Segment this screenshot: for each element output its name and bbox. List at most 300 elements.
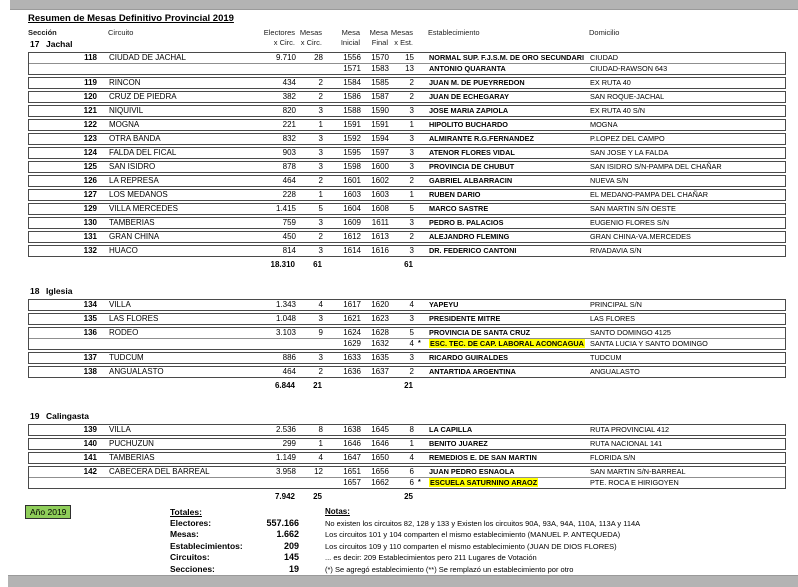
section-table-iglesia — [28, 299, 786, 391]
totals-value: 145 — [283, 552, 299, 563]
domicilio-value: PRINCIPAL S/N — [590, 300, 642, 309]
totals-row — [170, 518, 299, 529]
note-line: Los circuitos 109 y 110 comparten el mismo establecimiento (JUAN DE DIOS FLORES) — [325, 541, 617, 551]
added-establishment-star — [416, 232, 428, 242]
mesas-value: 1 — [318, 190, 323, 199]
mesas-est-value: 3 — [409, 218, 414, 227]
window-top-chrome-strip — [10, 0, 798, 10]
circuit-name: TAMBERIAS — [109, 218, 155, 227]
circuit-number: 134 — [83, 300, 97, 309]
circuit-number: 119 — [84, 78, 97, 87]
circuit-row-140 — [28, 438, 786, 450]
mesas-est-value: 2 — [409, 232, 414, 241]
mesa-final-value: 1590 — [371, 106, 389, 115]
establecimiento-value: ESC. TEC. DE CAP. LABORAL ACONCAGUA — [430, 339, 584, 348]
circuit-number: 139 — [83, 425, 97, 434]
establecimiento-value: YAPEYU — [429, 300, 459, 309]
mesa-inicial-value: 1651 — [343, 467, 361, 476]
circuit-name: ANGUALASTO — [109, 367, 164, 376]
domicilio-value: RIVADAVIA S/N — [590, 246, 642, 255]
circuit-row-127 — [28, 189, 786, 201]
circuit-row-131 — [28, 231, 786, 243]
circuit-row-119 — [28, 77, 786, 89]
circuit-line — [29, 53, 785, 63]
mesa-inicial-value: 1633 — [343, 353, 361, 362]
circuit-name: RODEO — [109, 328, 139, 337]
mesa-final-value: 1637 — [371, 367, 389, 376]
circuit-row-134 — [28, 299, 786, 311]
added-establishment-star: * — [418, 340, 421, 347]
electores-value — [233, 339, 298, 349]
added-establishment-star — [416, 425, 428, 435]
mesa-inicial-value: 1624 — [343, 328, 361, 337]
total-mesas: 25 — [313, 492, 322, 501]
circuit-line — [29, 134, 785, 144]
circuit-row-138 — [28, 366, 786, 378]
mesa-final-value: 1591 — [371, 120, 389, 129]
electores-value: 464 — [282, 176, 296, 185]
totals-row — [170, 529, 299, 540]
note-line: No existen los circuitos 82, 128 y 133 y Existen los circuitos 90A, 93A, 94A, 110A, 113A y 114A — [325, 519, 641, 528]
mesas-est-value: 8 — [409, 425, 414, 434]
added-establishment-star — [416, 134, 428, 144]
domicilio-value: NUEVA S/N — [590, 176, 629, 185]
note-line: (*) Se agregó establecimiento (**) Se remplazó un establecimiento por otro — [325, 564, 574, 574]
circuit-row-124 — [28, 147, 786, 159]
added-establishment-star — [416, 246, 428, 256]
domicilio-value: EUGENIO FLORES S/N — [590, 218, 670, 227]
mesa-inicial-value: 1592 — [343, 134, 361, 143]
added-establishment-star — [416, 176, 428, 186]
notes-title: Notas: — [325, 507, 350, 516]
added-establishment-star — [416, 300, 428, 310]
circuit-line — [29, 314, 785, 324]
electores-value: 1.048 — [275, 314, 296, 323]
header-mesas-est: Mesas x Est. — [390, 28, 413, 47]
mesas-est-value: 2 — [409, 176, 414, 185]
electores-value — [233, 64, 298, 74]
circuit-row-129 — [28, 203, 786, 215]
mesas-value: 28 — [314, 53, 323, 62]
notes-lines — [325, 518, 791, 575]
mesa-inicial-value: 1646 — [343, 439, 361, 448]
section-label-calingasta: 19 Calingasta — [30, 411, 89, 421]
mesas-est-value: 4 — [409, 300, 414, 309]
domicilio-value: SANTA LUCIA Y SANTO DOMINGO — [590, 339, 708, 348]
circuit-name — [103, 339, 233, 349]
circuit-line — [29, 453, 785, 463]
added-establishment-star — [416, 106, 428, 116]
mesas-est-value: 3 — [409, 246, 414, 255]
circuit-number: 132 — [83, 246, 97, 255]
establecimiento-value: NORMAL SUP. F.J.S.M. DE ORO SECUNDARI — [429, 53, 585, 62]
circuit-list — [28, 52, 786, 257]
mesa-inicial-value: 1638 — [343, 425, 361, 434]
mesas-value: 3 — [318, 246, 323, 255]
section-totals-row — [28, 259, 786, 270]
mesa-inicial-value: 1604 — [343, 204, 361, 213]
mesas-est-value: 3 — [409, 148, 414, 157]
establecimiento-value: RUBEN DARIO — [429, 190, 481, 199]
mesas-est-value: 3 — [409, 162, 414, 171]
circuit-number — [29, 339, 103, 349]
establecimiento-value: HIPOLITO BUCHARDO — [429, 120, 508, 129]
electores-value: 9.710 — [275, 53, 296, 62]
circuit-name: VILLA — [109, 425, 131, 434]
mesas-est-value: 3 — [409, 134, 414, 143]
circuit-number: 122 — [83, 120, 97, 129]
mesas-est-value: 3 — [409, 353, 414, 362]
circuit-row-123 — [28, 133, 786, 145]
mesas-est-value: 2 — [409, 92, 414, 101]
circuit-number: 120 — [83, 92, 97, 101]
mesa-inicial-value: 1584 — [343, 78, 361, 87]
mesa-inicial-value: 1588 — [343, 106, 361, 115]
mesa-final-value: 1628 — [371, 328, 389, 337]
circuit-name — [103, 478, 233, 488]
mesas-value: 5 — [318, 204, 323, 213]
electores-value: 814 — [282, 246, 296, 255]
mesas-value: 1 — [318, 439, 323, 448]
circuit-name: SAN ISIDRO — [109, 162, 156, 171]
circuit-number: 142 — [83, 467, 97, 476]
circuit-line — [29, 162, 785, 172]
domicilio-value: SAN MARTIN S/N-BARREAL — [590, 467, 686, 476]
domicilio-value: ANGUALASTO — [590, 367, 640, 376]
section-table-calingasta — [28, 424, 786, 502]
circuit-name: HUACO — [109, 246, 138, 255]
mesas-value: 4 — [318, 300, 323, 309]
circuit-name: VILLA MERCEDES — [109, 204, 178, 213]
circuit-number — [29, 64, 103, 74]
mesa-inicial-value: 1617 — [343, 300, 361, 309]
mesa-final-value: 1616 — [371, 246, 389, 255]
total-electores: 18.310 — [270, 260, 295, 269]
electores-value: 228 — [282, 190, 296, 199]
circuit-name: MOGNA — [109, 120, 140, 129]
establecimiento-value: PRESIDENTE MITRE — [429, 314, 501, 323]
totals-label: Mesas: — [170, 529, 199, 540]
electores-value: 3.103 — [275, 328, 296, 337]
circuit-number: 131 — [83, 232, 97, 241]
establecimiento-value: DR. FEDERICO CANTONI — [429, 246, 517, 255]
totals-label: Establecimientos: — [170, 540, 243, 551]
table-column-headers — [28, 28, 786, 48]
mesa-inicial-value: 1609 — [343, 218, 361, 227]
added-establishment-star — [416, 204, 428, 214]
mesas-est-value: 6 — [409, 478, 414, 487]
mesa-inicial-value: 1636 — [343, 367, 361, 376]
mesas-est-value: 5 — [409, 328, 414, 337]
added-establishment-star — [416, 367, 428, 377]
circuit-name: TUDCUM — [109, 353, 144, 362]
establecimiento-value: RICARDO GUIRALDES — [429, 353, 509, 362]
mesas-est-value: 2 — [409, 367, 414, 376]
horizontal-scrollbar[interactable] — [8, 575, 798, 587]
totals-rows — [170, 518, 299, 575]
circuit-line — [29, 232, 785, 242]
domicilio-value: EX RUTA 40 — [590, 78, 631, 87]
establecimiento-value: LA CAPILLA — [429, 425, 473, 434]
totals-label: Electores: — [170, 518, 212, 528]
circuit-number: 121 — [83, 106, 97, 115]
circuit-name: GRAN CHINA — [109, 232, 160, 241]
circuit-name: VILLA — [109, 300, 131, 309]
mesas-est-value: 2 — [409, 78, 414, 87]
circuit-number: 136 — [83, 328, 97, 337]
establecimiento-value: ANTARTIDA ARGENTINA — [429, 367, 516, 376]
circuit-row-135 — [28, 313, 786, 325]
establecimiento-value: PROVINCIA DE CHUBUT — [429, 162, 515, 171]
section-label-jachal: 17 Jachal — [30, 39, 73, 49]
mesa-inicial-value: 1612 — [343, 232, 361, 241]
circuit-row-120 — [28, 91, 786, 103]
circuit-number: 140 — [83, 439, 97, 448]
circuit-row-130 — [28, 217, 786, 229]
circuit-row-118 — [28, 52, 786, 75]
mesa-final-value: 1594 — [371, 134, 389, 143]
mesas-est-value: 13 — [405, 64, 414, 73]
mesas-value: 3 — [318, 134, 323, 143]
mesa-final-value: 1602 — [371, 176, 389, 185]
mesas-est-value: 6 — [409, 467, 414, 476]
totals-row — [170, 552, 299, 563]
note-line: Los circuitos 101 y 104 comparten el mismo establecimiento (MANUEL P. ANTEQUEDA) — [325, 530, 621, 540]
electores-value: 886 — [282, 353, 296, 362]
circuit-list — [28, 299, 786, 378]
mesas-est-value: 1 — [409, 190, 414, 199]
added-establishment-star — [416, 353, 428, 363]
header-electores: Electores x Circ. — [263, 28, 295, 47]
circuit-name: CRUZ DE PIEDRA — [109, 92, 177, 101]
mesas-est-value: 1 — [409, 439, 414, 448]
mesas-value: 2 — [318, 78, 323, 87]
total-mesas: 21 — [313, 381, 322, 390]
domicilio-value: TUDCUM — [590, 353, 622, 362]
section-table-jachal — [28, 52, 786, 270]
domicilio-value: EX RUTA 40 S/N — [590, 106, 646, 115]
establecimiento-value: PROVINCIA DE SANTA CRUZ — [429, 328, 531, 337]
mesa-inicial-value: 1629 — [343, 339, 361, 348]
mesas-value: 3 — [318, 148, 323, 157]
totals-block — [170, 506, 299, 575]
electores-value: 832 — [282, 134, 296, 143]
domicilio-value: GRAN CHINA-VA.MERCEDES — [590, 232, 691, 241]
electores-value: 3.958 — [275, 467, 296, 476]
totals-title: Totales: — [170, 507, 202, 517]
added-establishment-star — [416, 78, 428, 88]
circuit-row-126 — [28, 175, 786, 187]
circuit-row-121 — [28, 105, 786, 117]
section-totals-row — [28, 491, 786, 502]
mesa-inicial-value: 1556 — [343, 53, 361, 62]
domicilio-value: SAN ROQUE-JACHAL — [590, 92, 665, 101]
mesas-value — [298, 478, 325, 488]
mesas-value: 2 — [318, 367, 323, 376]
added-establishment-star — [416, 467, 428, 477]
mesa-inicial-value: 1614 — [343, 246, 361, 255]
establecimiento-value: JUAN PEDRO ESNAOLA — [429, 467, 515, 476]
domicilio-value: PTE. ROCA E HIRIGOYEN — [590, 478, 679, 487]
domicilio-value: SAN MARTIN S/N OESTE — [590, 204, 676, 213]
report-title: Resumen de Mesas Definitivo Provincial 2019 — [28, 13, 234, 24]
header-domicilio: Domicilio — [589, 28, 620, 37]
circuit-row-122 — [28, 119, 786, 131]
added-establishment-star — [416, 92, 428, 102]
domicilio-value: MOGNA — [590, 120, 618, 129]
domicilio-value: SANTO DOMINGO 4125 — [590, 328, 671, 337]
circuit-line — [29, 467, 785, 477]
circuit-line — [29, 63, 785, 74]
electores-value: 878 — [282, 162, 296, 171]
mesa-final-value: 1646 — [371, 439, 389, 448]
mesa-final-value: 1611 — [371, 218, 389, 227]
circuit-name: FALDA DEL FICAL — [109, 148, 177, 157]
mesa-final-value: 1623 — [371, 314, 389, 323]
electores-value: 820 — [282, 106, 296, 115]
electores-value: 299 — [282, 439, 296, 448]
establecimiento-value: ALMIRANTE R.G.FERNANDEZ — [429, 134, 534, 143]
circuit-number: 124 — [83, 148, 97, 157]
mesas-value: 2 — [318, 176, 323, 185]
header-star-spacer — [415, 28, 427, 48]
electores-value: 1.343 — [275, 300, 296, 309]
circuit-line — [29, 204, 785, 214]
mesa-inicial-value: 1601 — [343, 176, 361, 185]
circuit-name: OTRA BANDA — [109, 134, 161, 143]
circuit-line — [29, 246, 785, 256]
circuit-row-132 — [28, 245, 786, 257]
notes-block — [325, 506, 791, 575]
added-establishment-star — [416, 53, 428, 63]
circuit-number: 125 — [83, 162, 97, 171]
added-establishment-star — [416, 218, 428, 228]
circuit-list — [28, 424, 786, 489]
mesas-est-value: 15 — [405, 53, 414, 62]
circuit-row-142 — [28, 466, 786, 489]
totals-value: 209 — [283, 540, 299, 551]
circuit-name: CIUDAD DE JACHAL — [109, 53, 186, 62]
mesa-final-value: 1597 — [371, 148, 389, 157]
mesas-est-value: 5 — [409, 204, 414, 213]
mesa-inicial-value: 1621 — [343, 314, 361, 323]
electores-value: 1.415 — [275, 204, 296, 213]
circuit-number — [29, 478, 103, 488]
circuit-line — [29, 328, 785, 338]
establecimiento-value: GABRIEL ALBARRACIN — [429, 176, 513, 185]
electores-value: 1.149 — [275, 453, 296, 462]
mesa-inicial-value: 1603 — [343, 190, 361, 199]
circuit-number: 118 — [84, 53, 97, 62]
domicilio-value: P.LOPEZ DEL CAMPO — [590, 134, 665, 143]
circuit-number: 129 — [83, 204, 97, 213]
circuit-name: LOS MEDANOS — [109, 190, 168, 199]
mesas-value: 3 — [318, 106, 323, 115]
domicilio-value: SAN ISIDRO S/N-PAMPA DEL CHAÑAR — [590, 162, 722, 171]
circuit-name: PUCHUZUN — [109, 439, 154, 448]
circuit-number: 126 — [83, 176, 97, 185]
circuit-number: 127 — [83, 190, 97, 199]
electores-value: 382 — [282, 92, 296, 101]
circuit-row-139 — [28, 424, 786, 436]
mesa-final-value: 1613 — [371, 232, 389, 241]
totals-row — [170, 541, 299, 552]
establecimiento-value: JOSE MARIA ZAPIOLA — [429, 106, 509, 115]
circuit-number: 137 — [83, 353, 97, 362]
mesa-final-value: 1583 — [371, 64, 389, 73]
circuit-line — [29, 300, 785, 310]
mesas-value: 4 — [318, 453, 323, 462]
circuit-line — [29, 176, 785, 186]
circuit-line — [29, 338, 785, 349]
added-establishment-star — [416, 64, 428, 74]
circuit-name: TAMBERIAS — [109, 453, 155, 462]
added-establishment-star — [416, 190, 428, 200]
establecimiento-value: ESCUELA SATURNINO ARAOZ — [430, 478, 538, 487]
mesas-est-value: 1 — [409, 120, 414, 129]
mesa-final-value: 1585 — [371, 78, 389, 87]
section-totals-row — [28, 380, 786, 391]
header-circuito: Circuito — [108, 28, 134, 37]
mesas-est-value: 3 — [409, 106, 414, 115]
mesas-value: 3 — [318, 162, 323, 171]
totals-label: Secciones: — [170, 563, 215, 574]
mesa-final-value: 1656 — [371, 467, 389, 476]
circuit-name: LAS FLORES — [109, 314, 159, 323]
establecimiento-value: JUAN DE ECHEGARAY — [429, 92, 510, 101]
added-establishment-star — [416, 328, 428, 338]
mesa-final-value: 1650 — [371, 453, 389, 462]
mesas-value: 2 — [318, 92, 323, 101]
electores-value: 2.536 — [275, 425, 296, 434]
circuit-line — [29, 353, 785, 363]
added-establishment-star — [416, 148, 428, 158]
circuit-line — [29, 92, 785, 102]
establecimiento-value: REMEDIOS E. DE SAN MARTIN — [429, 453, 537, 462]
circuit-row-125 — [28, 161, 786, 173]
mesas-value: 3 — [318, 314, 323, 323]
added-establishment-star — [416, 314, 428, 324]
header-seccion: Sección — [28, 28, 57, 37]
circuit-line — [29, 425, 785, 435]
mesas-est-value: 4 — [409, 339, 414, 348]
total-mesas: 61 — [313, 260, 322, 269]
electores-value: 221 — [282, 120, 296, 129]
totals-value: 1.662 — [276, 529, 299, 540]
header-mesa-final: Mesa Final — [369, 28, 388, 47]
mesa-inicial-value: 1657 — [343, 478, 361, 487]
domicilio-value: RUTA NACIONAL 141 — [590, 439, 663, 448]
circuit-row-141 — [28, 452, 786, 464]
establecimiento-value: MARCO SASTRE — [429, 204, 489, 213]
mesa-inicial-value: 1595 — [343, 148, 361, 157]
circuit-line — [29, 120, 785, 130]
mesa-final-value: 1608 — [371, 204, 389, 213]
establecimiento-value: PEDRO B. PALACIOS — [429, 218, 504, 227]
header-mesa-inicial: Mesa Inicial — [340, 28, 360, 47]
mesa-final-value: 1603 — [371, 190, 389, 199]
establecimiento-value: ALEJANDRO FLEMING — [429, 232, 510, 241]
circuit-number: 130 — [83, 218, 97, 227]
establecimiento-value: BENITO JUAREZ — [429, 439, 488, 448]
circuit-name: NIQUIVIL — [109, 106, 144, 115]
domicilio-value: SAN JOSE Y LA FALDA — [590, 148, 669, 157]
mesa-final-value: 1662 — [371, 478, 389, 487]
mesas-value: 1 — [318, 120, 323, 129]
circuit-line — [29, 367, 785, 377]
totals-row — [170, 564, 299, 575]
mesas-est-value: 3 — [409, 314, 414, 323]
